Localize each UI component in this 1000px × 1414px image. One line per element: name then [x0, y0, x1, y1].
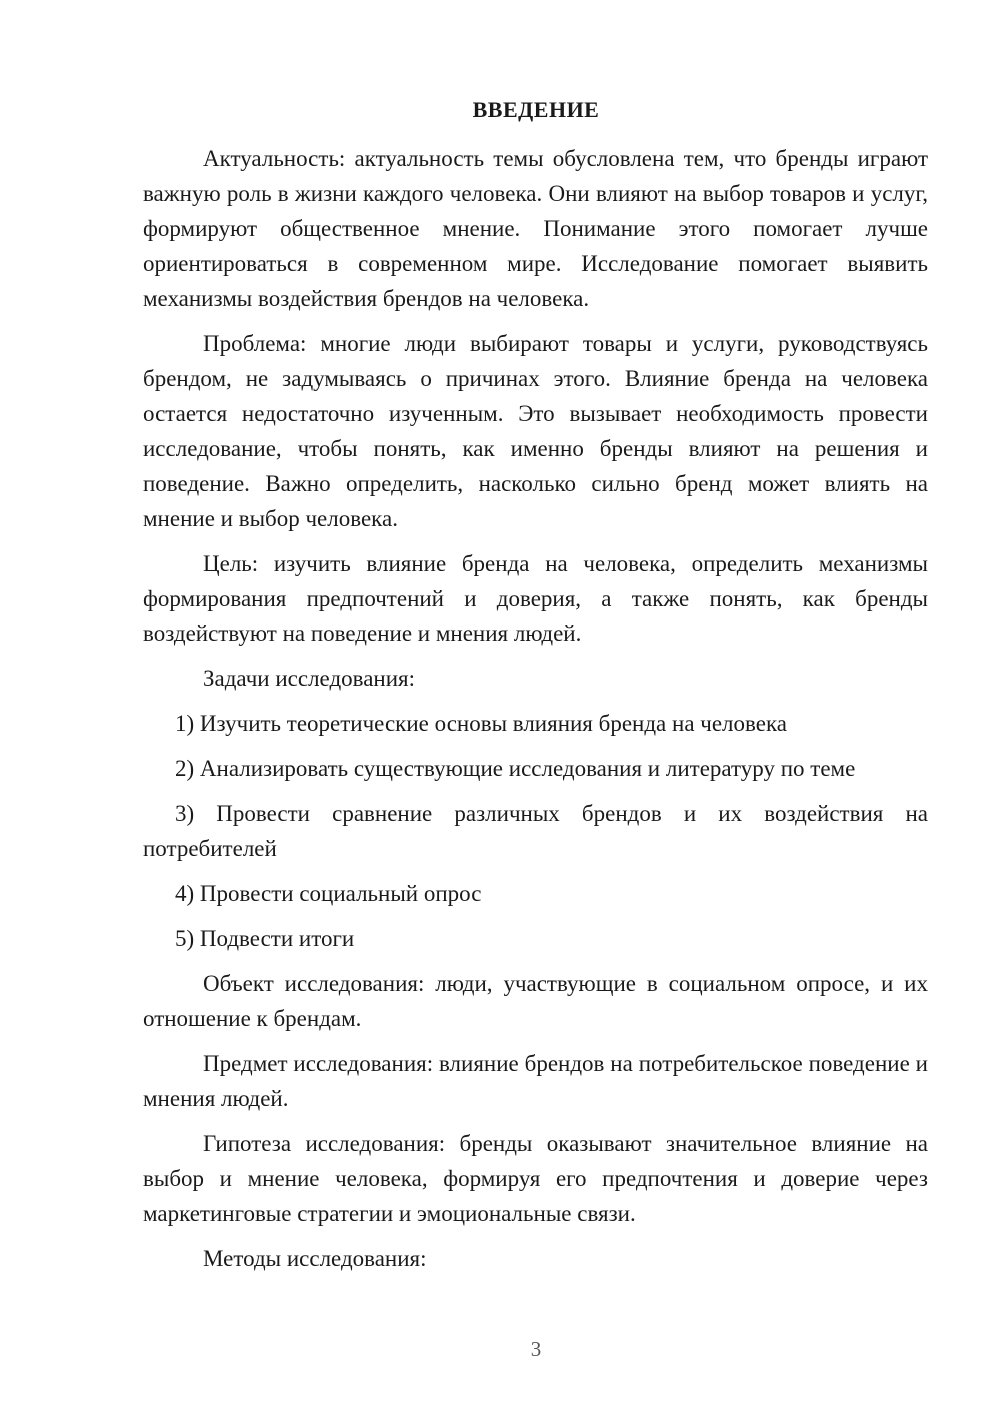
- task-item-3: 3) Провести сравнение различных брендов и их воздействия на потребителей: [143, 801, 928, 861]
- task-item-1: 1) Изучить теоретические основы влияния бренда на человека: [175, 711, 788, 736]
- paragraph-problem: Проблема: многие люди выбирают товары и услуги, руководствуясь брендом, не задумываясь о причинах этого. Влияние бренда на человека остается недостаточно изученным. Это вызывает необходимость провести исследование, чтобы понять, как именно бренды влияют на решения и поведение. Важно определить, насколько сильно бренд может влиять на мнение и выбор человека.: [143, 331, 928, 531]
- paragraph-relevance: Актуальность: актуальность темы обусловлена тем, что бренды играют важную роль в жизни каждого человека. Они влияют на выбор товаров и услуг, формируют общественное мнение. Понимание этого помогает лучше ориентироваться в современном мире. Исследование помогает выявить механизмы воздействия брендов на человека.: [143, 146, 928, 311]
- paragraph-hypothesis: Гипотеза исследования: бренды оказывают значительное влияние на выбор и мнение человека, формируя его предпочтения и доверие через маркетинговые стратегии и эмоциональные связи.: [143, 1131, 928, 1226]
- task-item-4: 4) Провести социальный опрос: [175, 881, 482, 906]
- document-body: [143, 141, 928, 1286]
- task-item-2: 2) Анализировать существующие исследования и литературу по теме: [175, 756, 856, 781]
- paragraph-subject: Предмет исследования: влияние брендов на потребительское поведение и мнения людей.: [143, 1051, 928, 1111]
- tasks-heading: Задачи исследования:: [203, 666, 416, 691]
- page-number: 3: [530, 1337, 542, 1361]
- task-item-5: 5) Подвести итоги: [175, 926, 355, 951]
- page-title: ВВЕДЕНИЕ: [472, 97, 600, 122]
- methods-heading: Методы исследования:: [203, 1246, 427, 1271]
- paragraph-goal: Цель: изучить влияние бренда на человека, определить механизмы формирования предпочтений и доверия, а также понять, как бренды воздействуют на поведение и мнения людей.: [143, 551, 928, 646]
- paragraph-object: Объект исследования: люди, участвующие в социальном опросе, и их отношение к брендам.: [143, 971, 928, 1031]
